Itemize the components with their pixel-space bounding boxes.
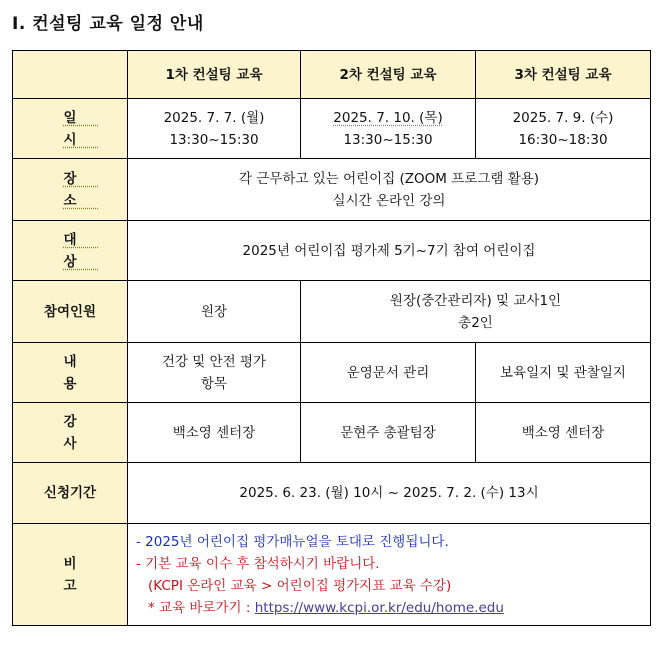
instructor-cell-1: 백소영 센터장 [128, 403, 301, 463]
row-label-instructor: 강 사 [13, 403, 128, 463]
content-row [13, 343, 651, 403]
header-round-1: 1차 컨설팅 교육 [128, 51, 301, 99]
schedule-table [12, 50, 651, 626]
row-label-content: 내 용 [13, 343, 128, 403]
location-line-2: 실시간 온라인 강의 [332, 192, 446, 209]
application-cell: 2025. 6. 23. (월) 10시 ~ 2025. 7. 2. (수) 13시 [128, 463, 651, 524]
participants-cell-2-3 [301, 281, 651, 343]
schedule-date-1: 2025. 7. 7. (월) [163, 109, 265, 126]
content-cell-1 [128, 343, 301, 403]
participants-line-2: 총2인 [458, 314, 493, 331]
corner-cell [13, 51, 128, 99]
schedule-row [13, 99, 651, 159]
row-label-remarks: 비 고 [13, 524, 128, 626]
location-cell [128, 159, 651, 221]
remark-line-1: - 2025년 어린이집 평가매뉴얼을 토대로 진행됩니다. [136, 533, 449, 550]
page-title: Ⅰ. 컨설팅 교육 일정 안내 [12, 14, 204, 34]
row-label-location: 장 소 [13, 159, 128, 221]
header-row [13, 51, 651, 99]
participants-row [13, 281, 651, 343]
remark-line-3: (KCPI 온라인 교육 > 어린이집 평가지표 교육 수강) [148, 577, 452, 594]
content-line-1: 건강 및 안전 평가 [161, 353, 267, 370]
education-link[interactable]: https://www.kcpi.or.kr/edu/home.edu [254, 599, 504, 616]
row-label-participants: 참여인원 [13, 281, 128, 343]
remark-line-4 [136, 597, 642, 619]
instructor-cell-3: 백소영 센터장 [476, 403, 651, 463]
schedule-cell-3 [476, 99, 651, 159]
target-row [13, 221, 651, 281]
schedule-time-3: 16:30~18:30 [518, 131, 608, 148]
remark-link-prefix: * 교육 바로가기 : [148, 599, 255, 616]
target-cell: 2025년 어린이집 평가제 5기~7기 참여 어린이집 [128, 221, 651, 281]
schedule-time-1: 13:30~15:30 [169, 131, 259, 148]
header-round-2: 2차 컨설팅 교육 [301, 51, 476, 99]
participants-cell-1: 원장 [128, 281, 301, 343]
schedule-date-3: 2025. 7. 9. (수) [512, 109, 614, 126]
remarks-row [13, 524, 651, 626]
row-label-target: 대 상 [13, 221, 128, 281]
content-cell-3: 보육일지 및 관찰일지 [476, 343, 651, 403]
instructor-cell-2: 문현주 총괄팀장 [301, 403, 476, 463]
remarks-cell [128, 524, 651, 626]
schedule-date-2: 2025. 7. 10. (목) [333, 109, 443, 126]
schedule-cell-1 [128, 99, 301, 159]
remark-line-2: - 기본 교육 이수 후 참석하시기 바랍니다. [136, 555, 380, 572]
application-row [13, 463, 651, 524]
content-line-2: 항목 [200, 375, 228, 392]
participants-line-1: 원장(중간관리자) 및 교사1인 [389, 292, 562, 309]
header-round-3: 3차 컨설팅 교육 [476, 51, 651, 99]
schedule-cell-2 [301, 99, 476, 159]
schedule-time-2: 13:30~15:30 [343, 131, 433, 148]
location-line-1: 각 근무하고 있는 어린이집 (ZOOM 프로그램 활용) [238, 170, 540, 187]
location-row [13, 159, 651, 221]
row-label-schedule: 일 시 [13, 99, 128, 159]
instructor-row [13, 403, 651, 463]
row-label-application: 신청기간 [13, 463, 128, 524]
content-cell-2: 운영문서 관리 [301, 343, 476, 403]
